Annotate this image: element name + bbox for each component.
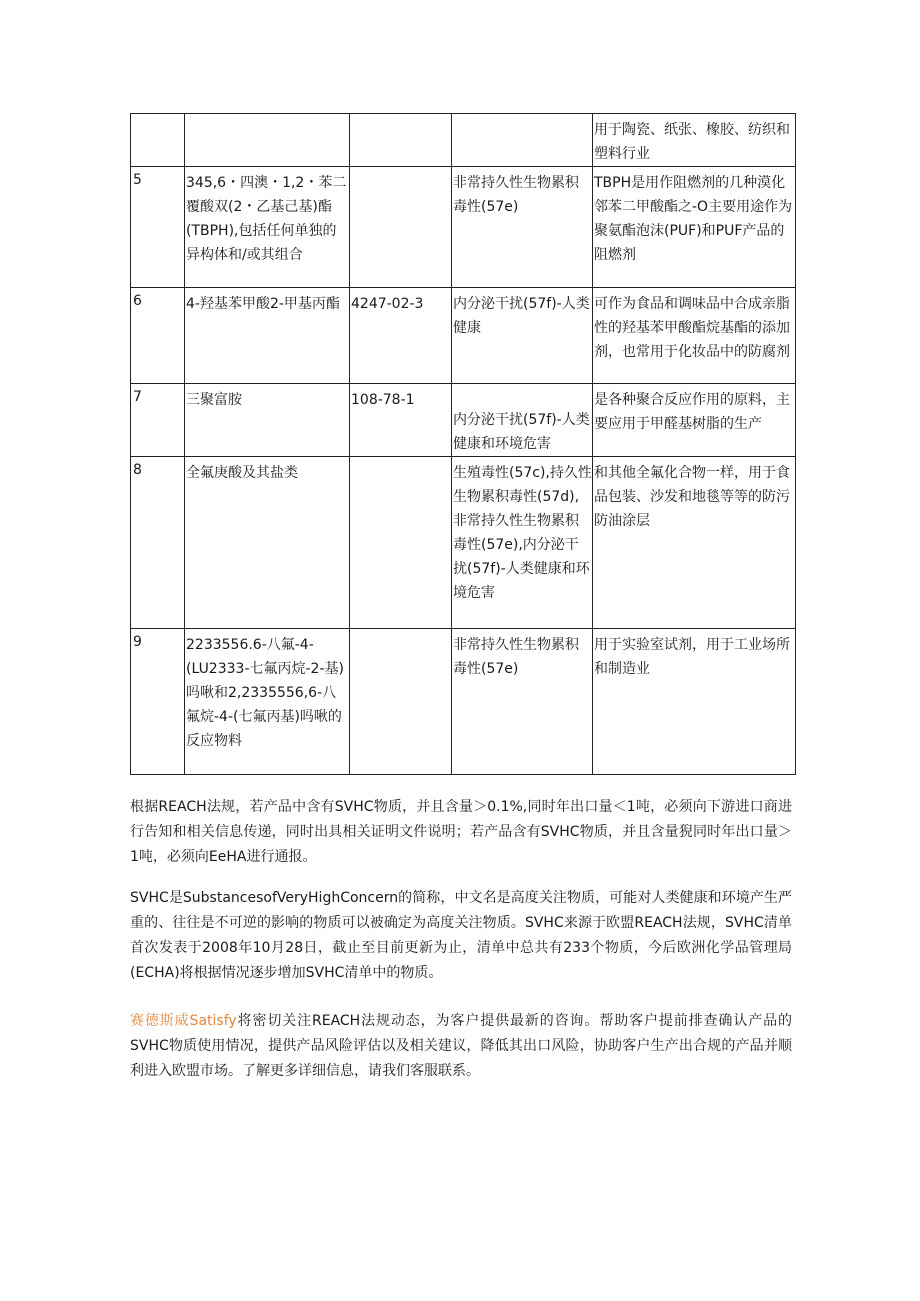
cell-use: 和其他全氟化合物一样，用于食品包装、沙发和地毯等等的防污防油涂层 [593,457,796,629]
reach-notification-paragraph: 根据REACH法规，若产品中含有SVHC物质，并且含量＞0.1%,同时年出口量＜1吨，必须向下游进口商进行告知和相关信息传递，同时出具相关证明文件说明；若产品含有SVHC物质，并且含量猊同时年出口量＞1吨，必须向EeHA进行通报。 [130,799,792,865]
cell-no: 5 [131,167,185,288]
cell-reason: 内分泌干扰(57f)-人类健康和环境危害 [452,384,593,457]
table-row [131,384,796,457]
cell-reason: 非常持久性生物累积毒性(57e) [452,629,593,775]
cell-use: 用于实验室试剂，用于工业场所和制造业 [593,629,796,775]
cell-cas [350,457,452,629]
cell-use: 用于陶瓷、纸张、橡胶、纺织和塑料行业 [593,114,796,167]
cell-reason: 内分泌干扰(57f)-人类健康 [452,288,593,384]
cell-reason: 非常持久性生物累积毒性(57e) [452,167,593,288]
cell-name: 4-羟基苯甲酸2-甲基丙酯 [185,288,350,384]
table-row [131,167,796,288]
cell-name [185,114,350,167]
cell-cas: 108-78-1 [350,384,452,457]
cell-name: 三聚富胺 [185,384,350,457]
cell-use: TBPH是用作阻燃剂的几种漠化邻苯二甲酸酯之-O主要用途作为聚氨酯泡沫(PUF)和PUF产品的阻燃剂 [593,167,796,288]
cell-reason: 生殖毒性(57c),持久性生物累积毒性(57d),非常持久性生物累积毒性(57e),内分泌干扰(57f)-人类健康和环境危害 [452,457,593,629]
cell-use: 可作为食品和调味品中合成亲脂性的羟基苯甲酸酯烷基酯的添加剂，也常用于化妆品中的防腐剂 [593,288,796,384]
cell-no: 9 [131,629,185,775]
table-row [131,629,796,775]
cell-use: 是各种聚合反应作用的原料，主要应用于甲醛基树脂的生产 [593,384,796,457]
cell-no: 8 [131,457,185,629]
cell-no: 6 [131,288,185,384]
table-row [131,288,796,384]
svhc-definition-paragraph: SVHC是SubstancesofVeryHighConcern的简称，中文名是高度关注物质，可能对人类健康和环境产生严重的、往往是不可逆的影响的物质可以被确定为高度关注物质。SVHC来源于欧盟REACH法规，SVHC清单首次发表于2008年10月28日，截止至目前更新为止，清单中总共有233个物质，今后欧洲化学品管理局(ECHA)将根据情况逐步增加SVHC清单中的物质。 [130,890,792,981]
service-text: 将密切关注REACH法规动态，为客户提供最新的咨询。帮助客户提前排查确认产品的SVHC物质使用情况，提供产品风险评估以及相关建议，降低其出口风险，协助客户生产出合规的产品并顺利进入欧盟市场。了解更多详细信息，请我们客服联系。 [130,1013,792,1079]
table-row [131,114,796,167]
service-paragraph [130,1009,792,1084]
cell-no: 7 [131,384,185,457]
cell-no [131,114,185,167]
brand-link[interactable]: 赛德斯威Satisfy [130,1013,237,1029]
svhc-table [130,113,796,775]
cell-cas [350,629,452,775]
cell-cas [350,167,452,288]
table-row [131,457,796,629]
cell-cas [350,114,452,167]
cell-cas: 4247-02-3 [350,288,452,384]
cell-reason [452,114,593,167]
cell-name: 2233556.6-八氟-4-(LU2333-七氟丙烷-2-基)吗啾和2,2335556,6-八氟烷-4-(七氟丙基)吗啾的反应物料 [185,629,350,775]
cell-name: 345,6・四澳・1,2・苯二覆酸双(2・乙基己基)酯(TBPH),包括任何单独的异构体和/或其组合 [185,167,350,288]
cell-name: 全氟庚酸及其盐类 [185,457,350,629]
